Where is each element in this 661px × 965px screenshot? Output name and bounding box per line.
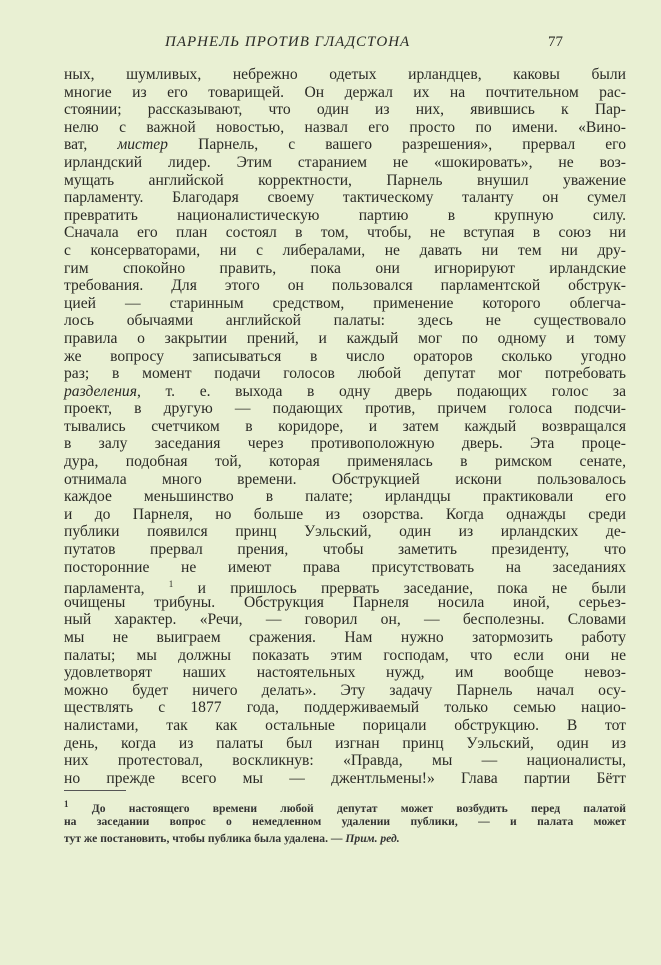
text-segment: многие из его товарищей. Он держал их на почтительном рас- bbox=[64, 83, 626, 101]
text-line bbox=[64, 418, 626, 436]
text-segment: в залу заседания через противоположную дверь. Эта проце- bbox=[64, 435, 626, 453]
text-line bbox=[64, 506, 626, 524]
text-line bbox=[64, 348, 626, 366]
text-line bbox=[64, 682, 626, 700]
footnote-divider bbox=[64, 790, 126, 791]
text-line bbox=[64, 383, 626, 401]
footnote-line bbox=[64, 813, 626, 830]
body-text bbox=[64, 66, 626, 787]
text-segment: каждое меньшинство в палате; ирландцы практиковали его bbox=[64, 488, 626, 506]
text-line bbox=[64, 172, 626, 190]
text-segment: ирландский лидер. Этим старанием не «шокировать», не воз- bbox=[64, 153, 626, 171]
text-segment: можно будет ничего делать». Эту задачу Парнель начал осу- bbox=[64, 681, 626, 699]
text-segment: ных, шумливых, небрежно одетых ирландцев, каковы были bbox=[64, 66, 626, 83]
text-line bbox=[64, 154, 626, 172]
text-segment: Парнель, с вашего разрешения», прервал его bbox=[167, 136, 626, 154]
text-line bbox=[64, 101, 626, 119]
text-segment: гим спокойно править, пока они игнорируют ирландские bbox=[64, 259, 626, 277]
page-number: 77 bbox=[548, 34, 563, 50]
text-segment: парламента, bbox=[64, 580, 169, 598]
text-line bbox=[64, 84, 626, 102]
text-segment: с консерваторами, ни с либералами, не давать ни тем ни дру- bbox=[64, 241, 626, 259]
text-line bbox=[64, 594, 626, 612]
text-segment: палаты; мы должны показать этим господам, что если они не bbox=[64, 646, 626, 664]
text-segment: них протестовал, воскликнув: «Правда, мы — националисты, bbox=[64, 752, 626, 770]
text-segment: дура, подобная той, которая применялась в римском сенате, bbox=[64, 453, 626, 471]
text-line bbox=[64, 647, 626, 665]
text-line bbox=[64, 207, 626, 225]
text-line bbox=[64, 330, 626, 348]
text-segment: превратить националистическую партию в крупную силу. bbox=[64, 206, 626, 224]
text-segment: очищены трибуны. Обструкция Парнеля носила иной, серьез- bbox=[64, 593, 626, 611]
text-segment: Сначала его план состоял в том, чтобы, не вступая в союз ни bbox=[64, 224, 626, 242]
text-segment: лось обычаями английской палаты: здесь не существовало bbox=[64, 312, 626, 330]
text-segment: на заседании вопрос о немедленном удалении публики, — и палата может bbox=[64, 815, 626, 828]
text-line bbox=[64, 453, 626, 471]
italic-text: Прим. ред. bbox=[345, 832, 400, 845]
text-segment: До настоящего времени любой депутат может возбудить перед палатой bbox=[68, 801, 626, 815]
footnote-line bbox=[64, 830, 626, 847]
text-line bbox=[64, 295, 626, 313]
text-segment: , т. е. выхода в одну дверь подающих голос за bbox=[136, 382, 626, 400]
text-line bbox=[64, 136, 626, 154]
text-line bbox=[64, 523, 626, 541]
text-segment: ществлять с 1877 года, поддерживаемый только семью нацио- bbox=[64, 699, 626, 717]
text-line bbox=[64, 260, 626, 278]
text-line bbox=[64, 435, 626, 453]
text-line bbox=[64, 471, 626, 489]
running-header-title: ПАРНЕЛЬ ПРОТИВ ГЛАДСТОНА bbox=[165, 34, 411, 50]
text-line bbox=[64, 189, 626, 207]
text-segment: отнимала много времени. Обструкцией искони пользовалось bbox=[64, 470, 626, 488]
text-segment: публики появился принц Уэльский, один из ирландских де- bbox=[64, 523, 626, 541]
text-line bbox=[64, 752, 626, 770]
text-line bbox=[64, 717, 626, 735]
text-segment: тывались счетчиком в коридоре, и затем каждый возвращался bbox=[64, 417, 626, 435]
text-segment: нелю с важной новостью, назвал его просто по имени. «Вино- bbox=[64, 118, 626, 136]
text-line bbox=[64, 277, 626, 295]
text-segment: требования. Для этого он пользовался парламентской обструк- bbox=[64, 277, 626, 295]
text-segment: стоянии; рассказывают, что один из них, явившись к Пар- bbox=[64, 101, 626, 119]
text-line bbox=[64, 541, 626, 559]
text-line bbox=[64, 119, 626, 137]
text-line bbox=[64, 488, 626, 506]
text-segment: ват, bbox=[64, 136, 118, 154]
text-line bbox=[64, 365, 626, 383]
text-segment: удовлетворят наших настоятельных нужд, им вообще невоз- bbox=[64, 664, 626, 682]
text-segment: но прежде всего мы — джентльмены!» Глава партии Бётт bbox=[64, 769, 626, 787]
text-line bbox=[64, 611, 626, 629]
text-segment: проект, в другую — подающих против, причем голоса подсчи- bbox=[64, 400, 626, 418]
text-line bbox=[64, 66, 626, 84]
text-segment: путатов прервал прения, чтобы заметить президенту, что bbox=[64, 541, 626, 559]
text-segment: и до Парнеля, но больше из озорства. Когда однажды среди bbox=[64, 505, 626, 523]
text-line bbox=[64, 312, 626, 330]
text-line bbox=[64, 559, 626, 577]
text-segment: мы не выиграем сражения. Нам нужно затормозить работу bbox=[64, 629, 626, 646]
text-segment: ный характер. «Речи, — говорил он, — бесполезны. Словами bbox=[64, 611, 626, 629]
text-line bbox=[64, 629, 626, 647]
footnote-line bbox=[64, 796, 626, 813]
text-segment: парламенту. Благодаря своему тактическому таланту он сумел bbox=[64, 189, 626, 207]
text-line bbox=[64, 735, 626, 753]
footnote-marker: 1 bbox=[168, 579, 174, 590]
text-line bbox=[64, 699, 626, 717]
text-line bbox=[64, 770, 626, 788]
text-segment: раз; в момент подачи голосов любой депутат мог потребовать bbox=[64, 365, 626, 383]
text-segment: налистами, так как остальные порицали обструкцию. В тот bbox=[64, 716, 626, 734]
text-segment: же вопросу записываться в число ораторов сколько угодно bbox=[64, 347, 626, 365]
footnote bbox=[64, 796, 626, 847]
text-line bbox=[64, 576, 626, 598]
italic-text: мистер bbox=[117, 136, 168, 154]
text-segment: правила о закрытии прений, и каждый мог по одному и тому bbox=[64, 329, 626, 347]
text-line bbox=[64, 224, 626, 242]
text-line bbox=[64, 664, 626, 682]
text-segment: мущать английской корректности, Парнель внушил уважение bbox=[64, 171, 626, 189]
text-segment: цией — старинным средством, применение которого облегча- bbox=[64, 294, 626, 312]
text-segment: и пришлось прервать заседание, пока не были bbox=[173, 580, 626, 598]
text-line bbox=[64, 242, 626, 260]
text-segment: день, когда из палаты был изгнан принц Уэльский, один из bbox=[64, 734, 626, 752]
italic-text: разделения bbox=[64, 382, 137, 400]
text-segment: тут же постановить, чтобы публика была удалена. — bbox=[64, 832, 346, 845]
text-line bbox=[64, 400, 626, 418]
text-segment: посторонние не имеют права присутствовать на заседаниях bbox=[64, 558, 626, 576]
footnote-marker: 1 bbox=[64, 799, 69, 809]
